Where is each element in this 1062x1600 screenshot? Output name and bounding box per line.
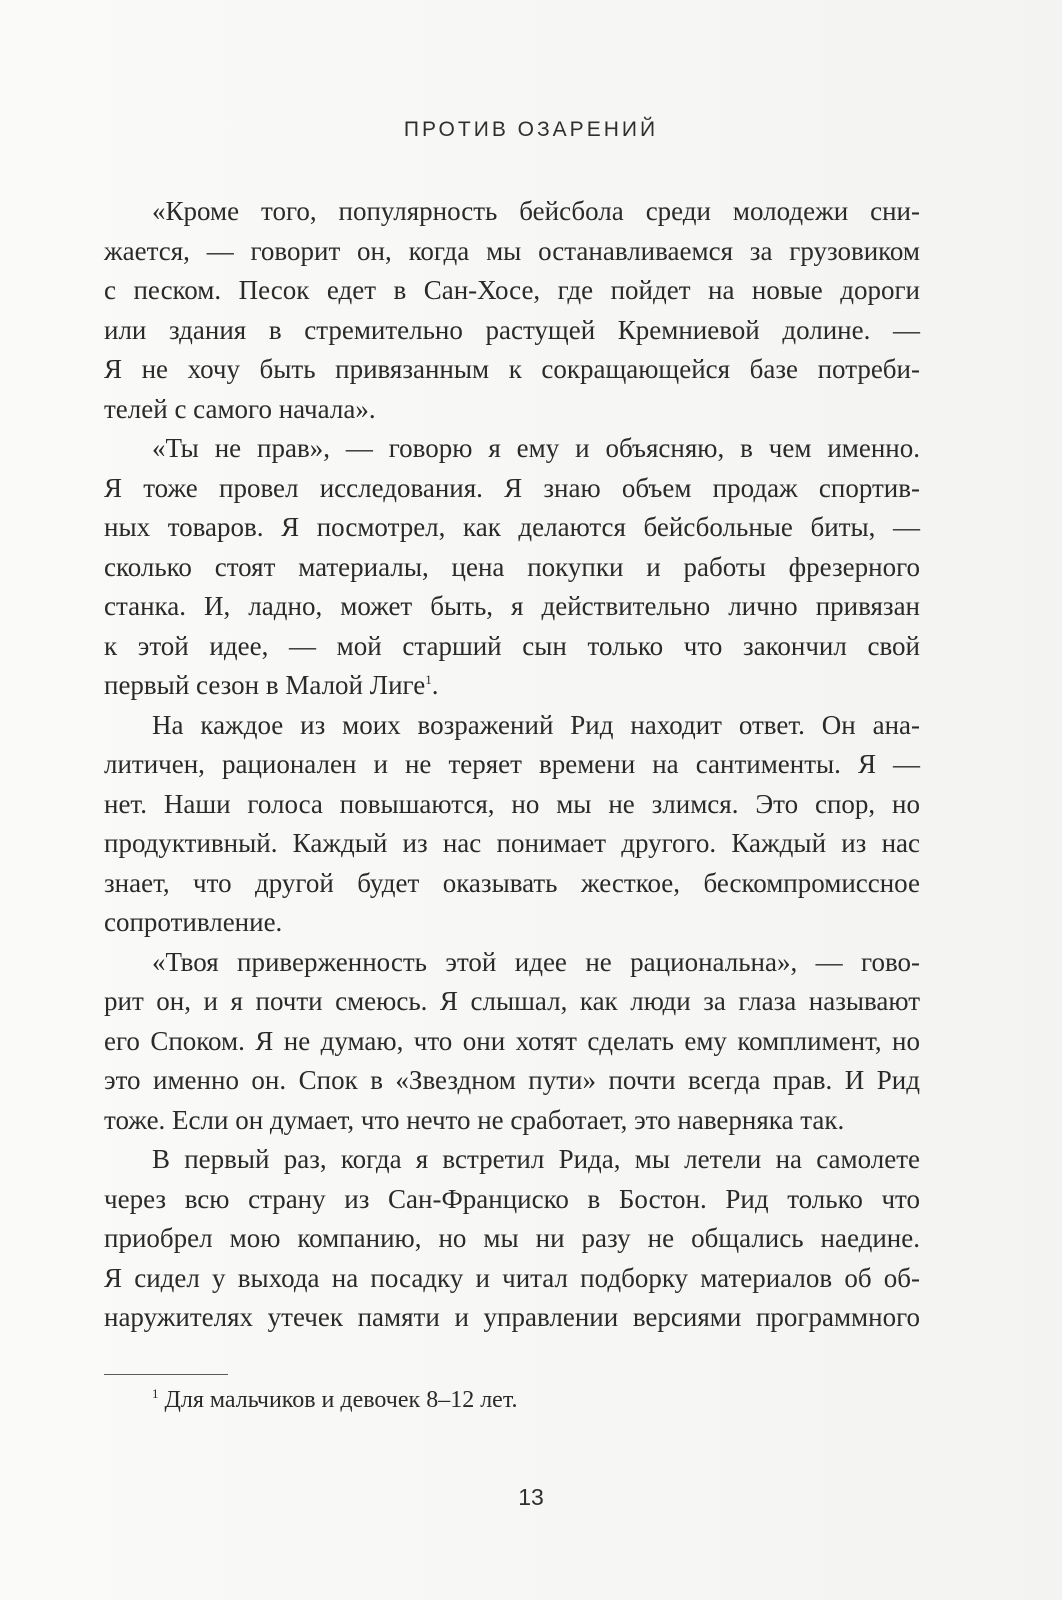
text-line-with-footnote (104, 666, 920, 706)
text-line: к этой идее, — мой старший сын только что закончил свой (104, 630, 920, 661)
line-end-punctuation: . (431, 670, 439, 700)
text-line: литичен, рационален и не теряет времени на сантименты. Я — (104, 749, 920, 779)
text-line: станка. И, ладно, может быть, я действительно лично привязан (104, 591, 920, 621)
footnote-text: Для мальчиков и девочек 8–12 лет. (164, 1387, 518, 1413)
footnote (152, 1382, 518, 1418)
footnote-divider (104, 1374, 228, 1375)
text-line: это именно он. Спок в «Звездном пути» почти всегда прав. И Рид (104, 1065, 920, 1095)
page-number: 13 (518, 1484, 544, 1510)
text-line: На каждое из моих возражений Рид находит ответ. Он ана- (152, 709, 920, 740)
text-line: «Твоя приверженность этой идее не рациональна», — гово- (152, 946, 920, 977)
text-line: сколько стоят материалы, цена покупки и работы фрезерного (104, 551, 920, 582)
text-line: с песком. Песок едет в Сан-Хосе, где пойдет на новые дороги (104, 275, 920, 305)
text-line: через всю страну из Сан-Франциско в Бостон. Рид только что (104, 1183, 920, 1214)
text-line-content: первый сезон в Малой Лиге (104, 670, 426, 700)
text-line: наружителях утечек памяти и управлении версиями программного (104, 1302, 920, 1332)
body-text (104, 192, 920, 1338)
text-line: сопротивление. (104, 907, 283, 937)
text-line: жается, — говорит он, когда мы останавливаемся за грузовиком (104, 235, 920, 266)
text-line: «Кроме того, популярность бейсбола среди молодежи сни- (152, 196, 920, 226)
text-line: Я не хочу быть привязанным к сокращающейся базе потреби- (104, 354, 920, 384)
text-line: В первый раз, когда я встретил Рида, мы летели на самолете (152, 1144, 920, 1174)
text-line: его Споком. Я не думаю, что они хотят сделать ему комплимент, но (104, 1025, 920, 1056)
text-line: Я тоже провел исследования. Я знаю объем продаж спортив- (104, 472, 920, 503)
text-line: продуктивный. Каждый из нас понимает другого. Каждый из нас (104, 828, 920, 858)
text-line: или здания в стремительно растущей Кремниевой долине. — (104, 314, 920, 345)
text-line: знает, что другой будет оказывать жесткое, бескомпромиссное (104, 867, 920, 898)
footnote-number: 1 (152, 1386, 159, 1401)
text-line: тоже. Если он думает, что нечто не сработает, это наверняка так. (104, 1104, 845, 1135)
text-line: ных товаров. Я посмотрел, как делаются бейсбольные биты, — (104, 512, 920, 542)
text-line: рит он, и я почти смеюсь. Я слышал, как люди за глаза называют (104, 986, 920, 1016)
text-line: нет. Наши голоса повышаются, но мы не злимся. Это спор, но (104, 788, 920, 819)
running-head: ПРОТИВ ОЗАРЕНИЙ (403, 118, 659, 141)
text-line: «Ты не прав», — говорю я ему и объясняю, в чем именно. (152, 433, 920, 463)
text-line: Я сидел у выхода на посадку и читал подборку материалов об об- (104, 1262, 920, 1293)
text-line: телей с самого начала». (104, 393, 376, 424)
footnote-marker: 1 (425, 672, 432, 687)
text-line: приобрел мою компанию, но мы ни разу не общались наедине. (104, 1223, 920, 1253)
